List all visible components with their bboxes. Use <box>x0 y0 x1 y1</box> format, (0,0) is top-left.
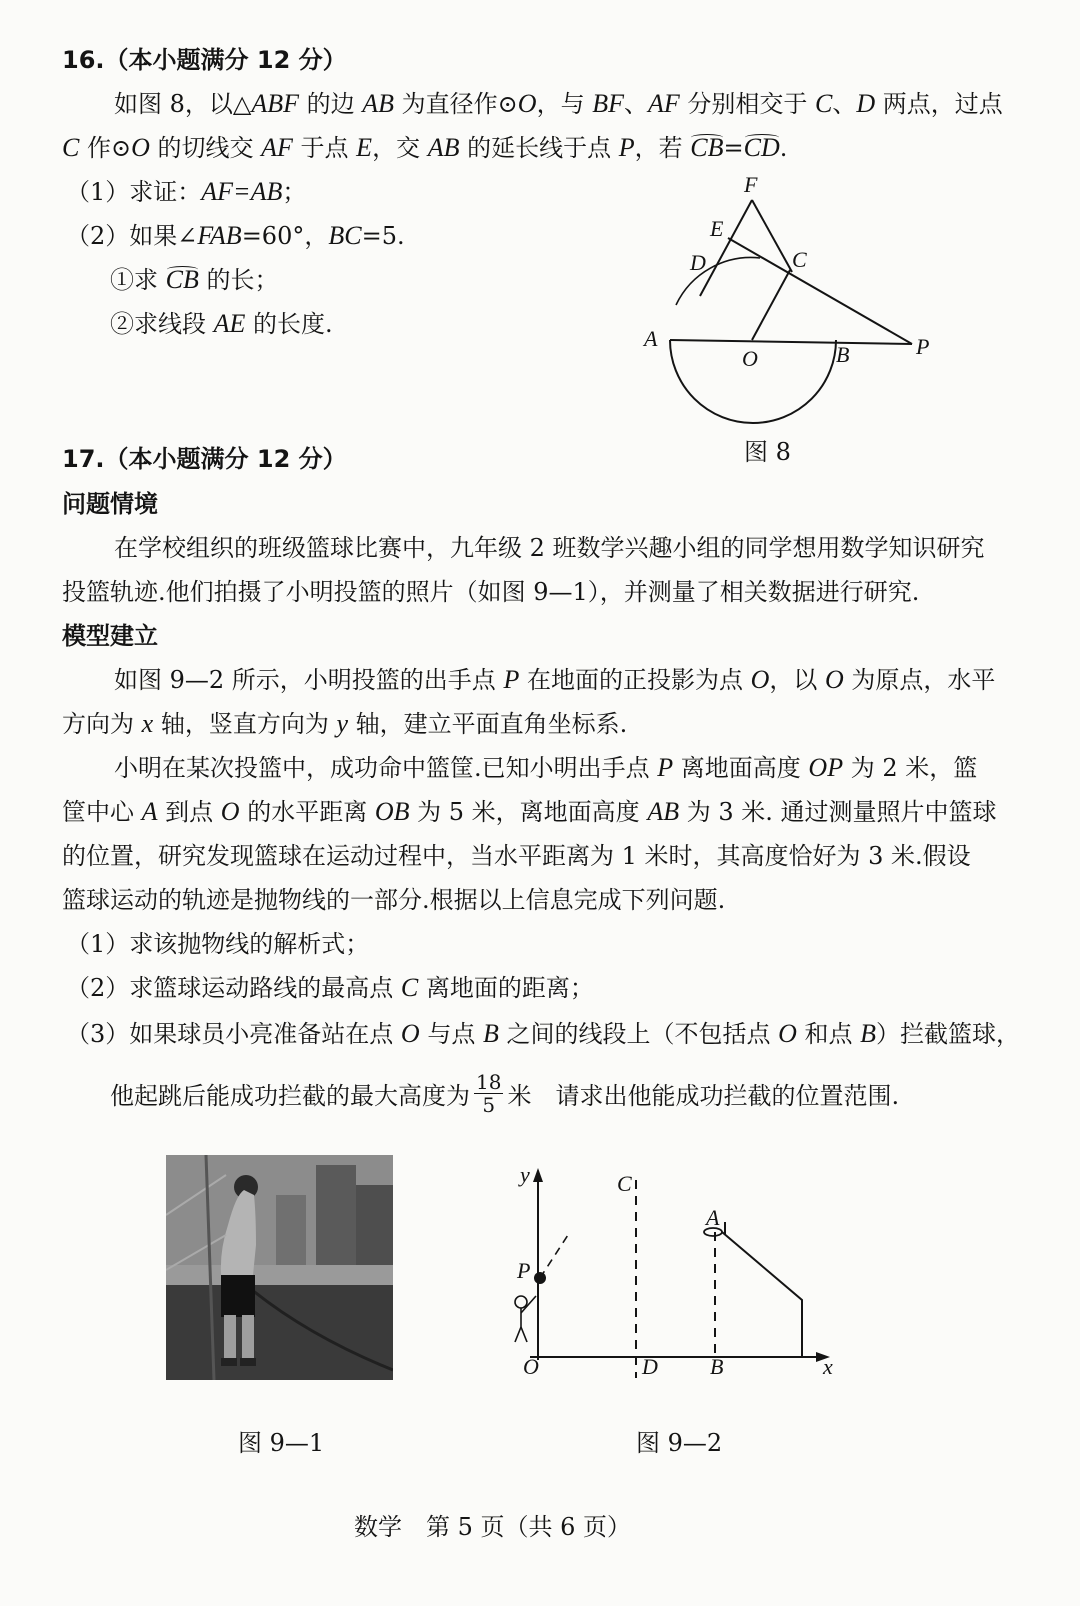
photo-drawing <box>166 1155 393 1380</box>
text: （2）求篮球运动路线的最高点 <box>66 974 401 1002</box>
text: （3）如果球员小亮准备站在点 <box>66 1020 401 1048</box>
text: 他起跳后能成功拦截的最大高度为 <box>110 1082 470 1110</box>
player-head <box>515 1296 527 1308</box>
label-D: D <box>690 250 706 275</box>
text: 米 请求出他能成功拦截的位置范围. <box>507 1082 900 1110</box>
label-x: x <box>823 1354 833 1379</box>
y-axis-arrow <box>533 1168 543 1182</box>
math: O <box>400 1019 420 1048</box>
text: 的长度. <box>245 310 333 338</box>
math: O <box>778 1019 797 1048</box>
text: 为原点，水平 <box>843 666 996 694</box>
text: ①求 <box>110 266 166 294</box>
text: ，以 <box>769 666 826 694</box>
q16-part2 <box>66 220 405 252</box>
player-arm <box>521 1296 536 1313</box>
text: 轴，建立平面直角坐标系. <box>348 710 628 738</box>
text: ）拦截篮球， <box>876 1020 1021 1048</box>
fraction-denominator: 5 <box>482 1093 496 1117</box>
text: 与点 <box>419 1020 483 1048</box>
arc-cd: CD <box>743 133 780 162</box>
text: ，与 <box>536 90 593 118</box>
q17-heading: 17.（本小题满分 12 分） <box>62 445 347 473</box>
text: 轴，竖直方向为 <box>153 710 337 738</box>
fig9-2-caption: 图 9—2 <box>636 1429 723 1457</box>
text: 的切线交 <box>149 134 262 162</box>
text: 方向为 <box>62 710 142 738</box>
q16-heading: 16.（本小题满分 12 分） <box>62 46 347 74</box>
math: AF <box>647 89 680 118</box>
math: B <box>482 1019 499 1048</box>
label-O: O <box>523 1354 539 1379</box>
math: x <box>141 709 154 738</box>
math: AB <box>362 89 395 118</box>
math: P <box>503 665 520 694</box>
math: BF <box>592 89 624 118</box>
text: 作⊙ <box>79 134 132 162</box>
text: 到点 <box>157 798 221 826</box>
math: P <box>657 753 674 782</box>
text: 的水平距离 <box>239 798 375 826</box>
page-footer: 数学 第 5 页（共 6 页） <box>354 1513 632 1541</box>
fraction-numerator: 18 <box>476 1070 502 1094</box>
section-problem-context: 问题情境 <box>62 490 158 518</box>
text: 为直径作⊙ <box>394 90 518 118</box>
text: 筐中心 <box>62 798 142 826</box>
q16-part2-i <box>110 264 279 296</box>
radius-oc <box>752 270 790 340</box>
math: P <box>618 133 635 162</box>
text: 为 2 米，篮 <box>843 754 978 782</box>
tangent-ep <box>728 238 912 344</box>
fig9-1-caption: 图 9—1 <box>238 1429 325 1457</box>
math: OP <box>808 753 844 782</box>
arc-cb: CB <box>165 265 199 294</box>
text: 、 <box>832 90 857 118</box>
math: C <box>62 133 80 162</box>
text: =60°， <box>241 222 329 250</box>
label-F: F <box>744 172 758 197</box>
text: 的边 <box>299 90 363 118</box>
text: 分别相交于 <box>679 90 816 118</box>
text: 于点 <box>292 134 357 162</box>
math: BC <box>328 221 362 250</box>
math: AF=AB <box>201 177 283 206</box>
label-B: B <box>836 342 850 367</box>
math: AE <box>213 309 246 338</box>
text: 离地面高度 <box>673 754 809 782</box>
text: 两点，过点 <box>875 90 1003 118</box>
math: A <box>141 797 158 826</box>
math: AF <box>261 133 293 162</box>
q16-stem-line1 <box>114 88 1003 120</box>
text: 为 3 米. 通过测量照片中篮球 <box>679 798 997 826</box>
math: O <box>750 665 770 694</box>
text: 如图 9—2 所示，小明投篮的出手点 <box>114 666 504 694</box>
label-A: A <box>706 1205 720 1230</box>
math: D <box>856 89 876 118</box>
math: OB <box>374 797 410 826</box>
hoop-stand <box>722 1232 802 1357</box>
q17-data-line1 <box>114 752 977 784</box>
math: AB <box>427 133 460 162</box>
math: O <box>220 797 240 826</box>
label-O: O <box>742 346 758 371</box>
q17-model-line1 <box>114 664 995 696</box>
q17-data-line4: 篮球运动的轨迹是抛物线的一部分.根据以上信息完成下列问题. <box>62 886 726 914</box>
text: ，交 <box>372 134 428 162</box>
q17-data-line3: 的位置，研究发现篮球在运动过程中，当水平距离为 1 米时，其高度恰好为 3 米.假设 <box>62 842 971 870</box>
q17-model-line2 <box>62 708 627 740</box>
q16-part1 <box>66 176 306 208</box>
text: 离地面的距离； <box>418 974 594 1002</box>
math: ABF <box>251 89 300 118</box>
player-leg-right <box>521 1327 527 1342</box>
text: 在地面的正投影为点 <box>519 666 751 694</box>
math: C <box>815 89 833 118</box>
text: 如图 8，以△ <box>114 90 252 118</box>
text: 为 5 米，离地面高度 <box>409 798 648 826</box>
text: = <box>723 134 744 162</box>
text: =5. <box>361 222 405 250</box>
q16-stem-line2 <box>62 132 787 164</box>
figure-9-2 <box>500 1160 850 1390</box>
math: O <box>131 133 150 162</box>
text: （1）求证： <box>66 178 202 206</box>
section-model-building: 模型建立 <box>62 622 158 650</box>
text: . <box>779 134 788 162</box>
q17-context-line1: 在学校组织的班级篮球比赛中，九年级 2 班数学兴趣小组的同学想用数学知识研究 <box>114 534 985 562</box>
math: O <box>825 665 844 694</box>
fraction-18-5 <box>474 1071 503 1116</box>
q16-part2-ii <box>110 308 333 340</box>
text: 的延长线于点 <box>459 134 619 162</box>
math: B <box>860 1019 877 1048</box>
text: 和点 <box>796 1020 861 1048</box>
q17-context-line2: 投篮轨迹.他们拍摄了小明投篮的照片（如图 9—1），并测量了相关数据进行研究. <box>62 578 920 606</box>
label-E: E <box>710 216 724 241</box>
q17-part1: （1）求该抛物线的解析式； <box>66 930 370 958</box>
diameter-extension-ap <box>670 340 912 344</box>
math: E <box>356 133 373 162</box>
text: 小明在某次投篮中，成功命中篮筐.已知小明出手点 <box>114 754 658 782</box>
figure-8 <box>630 170 950 430</box>
arc-cb: CB <box>690 133 724 162</box>
ball-point-p <box>534 1272 546 1284</box>
launch-direction-dashed <box>540 1235 568 1278</box>
math: O <box>517 89 537 118</box>
label-C: C <box>617 1171 632 1196</box>
segment-fb <box>752 200 792 272</box>
text: （2）如果∠ <box>66 222 198 250</box>
basketball-photo <box>166 1155 393 1380</box>
label-P: P <box>517 1258 531 1283</box>
label-C: C <box>792 247 807 272</box>
label-A: A <box>644 326 658 351</box>
math: AB <box>647 797 680 826</box>
q17-part3-line1 <box>66 1018 1020 1050</box>
text: 的长； <box>198 266 279 294</box>
label-B: B <box>710 1354 724 1379</box>
text: 之间的线段上（不包括点 <box>498 1020 779 1048</box>
label-D: D <box>642 1354 658 1379</box>
text: ，若 <box>634 134 691 162</box>
text: ②求线段 <box>110 310 214 338</box>
math: y <box>336 709 348 738</box>
label-y: y <box>520 1162 530 1187</box>
q17-part2 <box>66 972 594 1004</box>
text: ； <box>282 178 307 206</box>
fig8-caption: 图 8 <box>744 438 791 466</box>
text: 、 <box>623 90 648 118</box>
q17-data-line2 <box>62 796 997 828</box>
math: FAB <box>197 221 242 250</box>
label-P: P <box>916 334 930 359</box>
q17-part3-line2 <box>110 1070 900 1120</box>
math: C <box>400 973 419 1002</box>
player-leg-left <box>515 1327 521 1342</box>
